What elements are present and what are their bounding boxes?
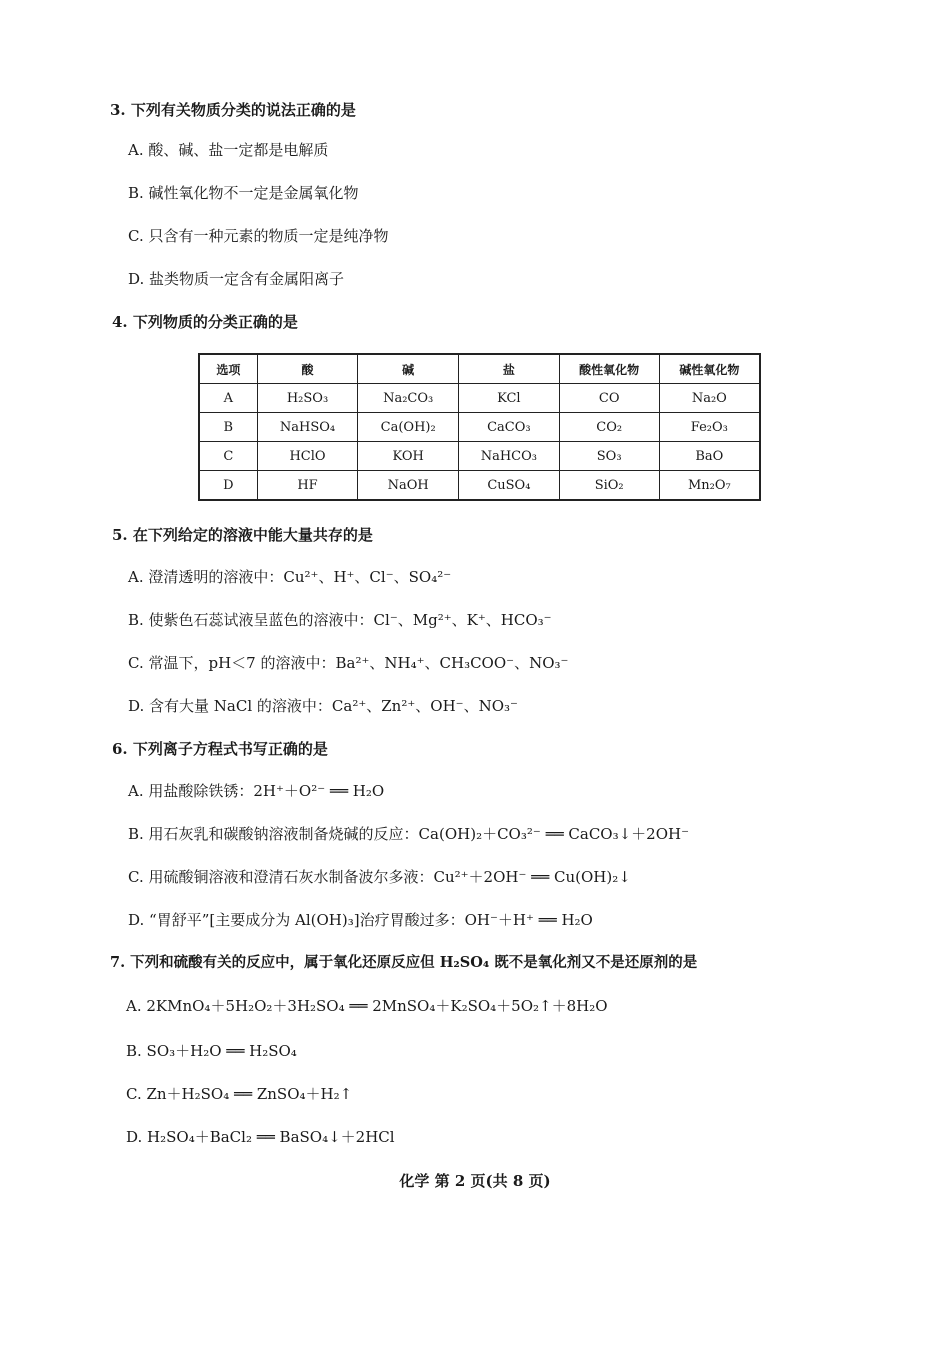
table-cell: SO₃ [559,442,659,471]
table-cell: CaCO₃ [459,413,560,442]
table-cell: Na₂O [659,384,760,413]
table-cell: HF [257,471,358,501]
table-row [199,471,760,501]
q5-option-c: C. 常温下，pH＜7 的溶液中：Ba²⁺、NH₄⁺、CH₃COO⁻、NO₃⁻ [128,654,569,672]
q5-option-d: D. 含有大量 NaCl 的溶液中：Ca²⁺、Zn²⁺、OH⁻、NO₃⁻ [128,697,518,715]
q5-option-b: B. 使紫色石蕊试液呈蓝色的溶液中：Cl⁻、Mg²⁺、K⁺、HCO₃⁻ [128,611,552,629]
table-header-cell: 盐 [459,354,560,384]
table-cell: BaO [659,442,760,471]
table-cell: Na₂CO₃ [358,384,459,413]
q6-option-a: A. 用盐酸除铁锈：2H⁺＋O²⁻ ══ H₂O [128,782,385,800]
q3-option-c: C. 只含有一种元素的物质一定是纯净物 [128,227,389,245]
q3-option-b: B. 碱性氧化物不一定是金属氧化物 [128,184,359,202]
q6-option-b: B. 用石灰乳和碳酸钠溶液制备烧碱的反应：Ca(OH)₂＋CO₃²⁻ ══ CaCO₃↓＋2OH⁻ [128,825,690,843]
classification-table [198,353,761,501]
q6-option-c: C. 用硫酸铜溶液和澄清石灰水制备波尔多液：Cu²⁺＋2OH⁻ ══ Cu(OH)₂↓ [128,868,631,886]
table-cell: Fe₂O₃ [659,413,760,442]
table-cell: D [199,471,257,501]
table-cell: A [199,384,257,413]
table-cell: Ca(OH)₂ [358,413,459,442]
q7-option-d: D. H₂SO₄＋BaCl₂ ══ BaSO₄↓＋2HCl [126,1128,395,1146]
q5-stem: 5. 在下列给定的溶液中能大量共存的是 [112,526,373,544]
table-header-cell: 碱性氧化物 [659,354,760,384]
table-header-row [199,354,760,384]
table-row [199,442,760,471]
table-cell: KCl [459,384,560,413]
q7-option-c: C. Zn＋H₂SO₄ ══ ZnSO₄＋H₂↑ [126,1085,353,1103]
q7-stem: 7. 下列和硫酸有关的反应中，属于氧化还原反应但 H₂SO₄ 既不是氧化剂又不是还原剂的是 [110,954,698,971]
table-cell: H₂SO₃ [257,384,358,413]
table-cell: CO [559,384,659,413]
table-cell: CuSO₄ [459,471,560,501]
table-row [199,413,760,442]
table-header-cell: 选项 [199,354,257,384]
table-cell: HClO [257,442,358,471]
table-cell: B [199,413,257,442]
q5-option-a: A. 澄清透明的溶液中：Cu²⁺、H⁺、Cl⁻、SO₄²⁻ [128,568,452,586]
page-footer: 化学 第 2 页(共 8 页) [399,1172,551,1190]
table-cell: NaHCO₃ [459,442,560,471]
q4-stem: 4. 下列物质的分类正确的是 [112,313,298,331]
table-header-cell: 碱 [358,354,459,384]
q3-option-d: D. 盐类物质一定含有金属阳离子 [128,270,345,288]
table-cell: CO₂ [559,413,659,442]
table-row [199,384,760,413]
table-cell: SiO₂ [559,471,659,501]
table-cell: KOH [358,442,459,471]
q3-option-a: A. 酸、碱、盐一定都是电解质 [128,141,329,159]
q6-stem: 6. 下列离子方程式书写正确的是 [112,740,328,758]
table-cell: NaOH [358,471,459,501]
table-header-cell: 酸 [257,354,358,384]
table-header-cell: 酸性氧化物 [559,354,659,384]
table-cell: C [199,442,257,471]
q6-option-d: D. “胃舒平”[主要成分为 Al(OH)₃]治疗胃酸过多：OH⁻＋H⁺ ══ H₂O [128,911,593,929]
q7-option-b: B. SO₃＋H₂O ══ H₂SO₄ [126,1042,297,1060]
q3-stem: 3. 下列有关物质分类的说法正确的是 [110,101,356,119]
q7-option-a: A. 2KMnO₄＋5H₂O₂＋3H₂SO₄ ══ 2MnSO₄＋K₂SO₄＋5O₂↑＋8H₂O [126,997,608,1015]
table-cell: NaHSO₄ [257,413,358,442]
table-cell: Mn₂O₇ [659,471,760,501]
